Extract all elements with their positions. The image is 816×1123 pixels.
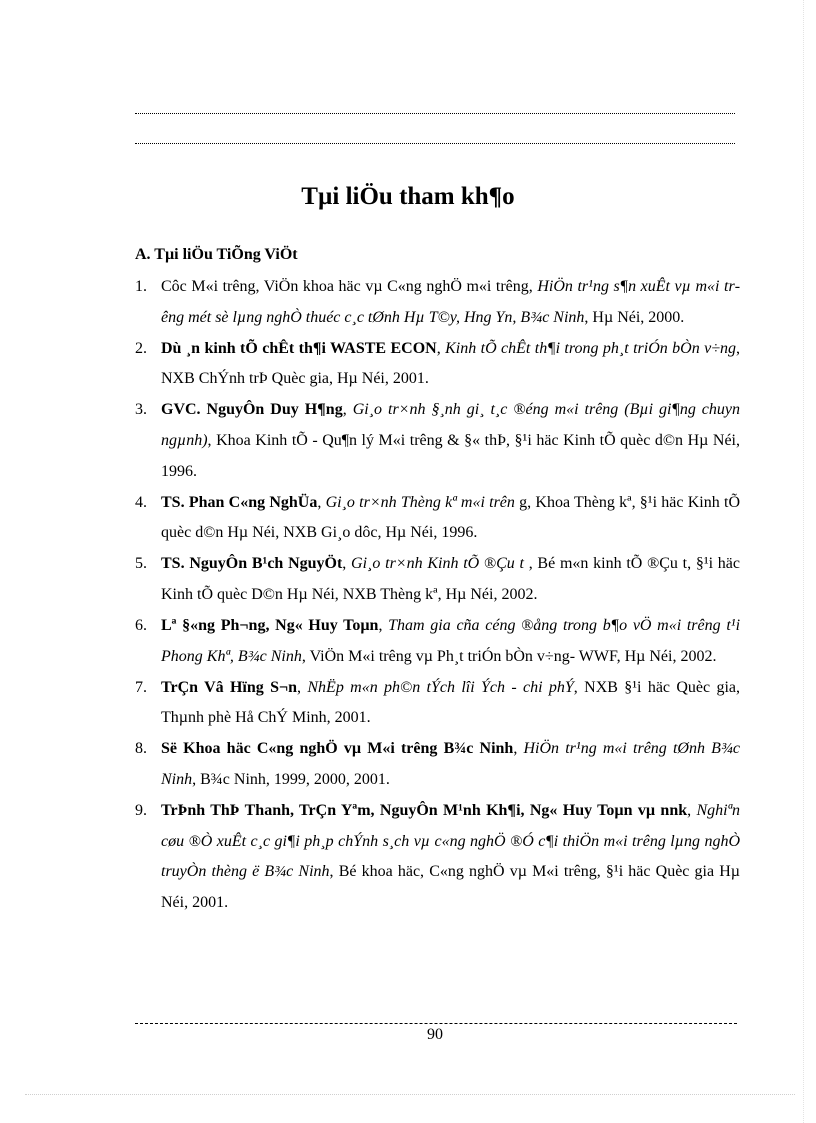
page-number: 90 xyxy=(427,1026,443,1043)
reference-number: 8. xyxy=(135,740,147,758)
reference-number: 7. xyxy=(135,678,147,696)
reference-item xyxy=(135,734,740,795)
reference-authors: Së Khoa häc C«ng nghÖ vµ M«i trêng B¾c Ninh xyxy=(161,740,514,758)
reference-item xyxy=(135,796,740,918)
reference-authors: TrÇn Vâ Hïng S¬n xyxy=(161,678,298,696)
reference-title: HiÖn tr¹ng m«i trêng tØnh B¾c Ninh xyxy=(161,740,741,788)
reference-number: 4. xyxy=(135,493,147,511)
reference-separator: , xyxy=(317,493,326,511)
reference-separator: , xyxy=(687,802,697,820)
reference-title: HiÖn tr¹ng s¶n xuÊt vµ m«i trêng mét sè lµng nghÒ thuéc c¸c tØnh Hµ T©y, Hng Yn, B¾c Ninh xyxy=(161,278,741,326)
reference-title: Kinh tÕ chÊt th¶i trong ph¸t triÓn bÒn v÷ng xyxy=(445,339,736,357)
reference-title: NhËp m«n ph©n tÝch lîi Ých - chi phÝ xyxy=(307,678,574,696)
footer-rule xyxy=(135,1023,737,1025)
reference-separator: , xyxy=(342,555,352,573)
reference-separator: , xyxy=(297,678,308,696)
reference-text xyxy=(161,488,740,549)
reference-item xyxy=(135,334,740,395)
reference-details: , B¾c Ninh, 1999, 2000, 2001. xyxy=(192,771,390,788)
reference-number: 9. xyxy=(135,802,147,820)
reference-details: , NXB §¹i häc Quèc gia, Thµnh phè Hå ChÝ Minh, 2001. xyxy=(161,678,741,727)
reference-number: 5. xyxy=(135,555,147,573)
reference-text xyxy=(161,673,740,734)
reference-separator: , xyxy=(436,339,446,357)
page-title: Tµi liÖu tham kh¶o xyxy=(301,183,515,210)
reference-text xyxy=(161,734,740,795)
dotted-line-1 xyxy=(135,113,735,115)
reference-number: 2. xyxy=(135,339,147,357)
reference-number: 3. xyxy=(135,401,147,419)
reference-details: , NXB ChÝnh trÞ Quèc gia, Hµ Néi, 2001. xyxy=(161,339,740,388)
reference-number: 1. xyxy=(135,278,147,295)
reference-number: 6. xyxy=(135,617,147,635)
reference-title: Gi¸o tr×nh Thèng kª m«i trên xyxy=(325,493,515,511)
reference-text xyxy=(161,611,740,672)
page-bottom-dots xyxy=(25,1094,795,1096)
reference-text xyxy=(161,549,740,610)
reference-title: Tham gia cña céng ®ång trong b¶o vÖ m«i trêng t¹i Phong Khª, B¾c Ninh xyxy=(161,617,741,665)
reference-authors: GVC. NguyÔn Duy H¶ng xyxy=(161,401,343,419)
reference-details: , Bé m«n kinh tÕ ®Çu t, §¹i häc Kinh tÕ quèc D©n Hµ Néi, NXB Thèng kª, Hµ Néi, 2002. xyxy=(161,555,741,603)
reference-details: , Hµ Néi, 2000. xyxy=(584,308,685,326)
reference-item xyxy=(135,395,740,487)
reference-item xyxy=(135,488,740,549)
reference-details: , ViÖn M«i trêng vµ Ph¸t triÓn bÒn v÷ng- WWF, Hµ Néi, 2002. xyxy=(301,647,717,665)
reference-prefix: Côc M«i trêng, ViÖn khoa häc vµ C«ng nghÖ m«i trêng, xyxy=(161,278,538,295)
reference-details: g, Khoa Thèng kª, §¹i häc Kinh tÕ quèc d©n Hµ Néi, NXB Gi¸o dôc, Hµ Néi, 1996. xyxy=(161,493,740,542)
reference-item xyxy=(135,673,740,734)
reference-authors: TS. Phan C«ng NghÜa xyxy=(161,493,318,511)
reference-separator: , xyxy=(378,617,389,635)
section-heading: A. Tµi liÖu TiÕng ViÖt xyxy=(135,246,298,263)
page-right-edge xyxy=(803,0,805,1123)
reference-item xyxy=(135,549,740,610)
reference-title: Gi¸o tr×nh Kinh tÕ ®Çu t xyxy=(351,555,529,573)
reference-text xyxy=(161,334,740,395)
reference-separator: , xyxy=(513,740,524,758)
reference-item xyxy=(135,272,740,333)
reference-item xyxy=(135,611,740,672)
reference-details: , Bé khoa häc, C«ng nghÖ vµ M«i trêng, §¹i häc Quèc gia Hµ Néi, 2001. xyxy=(161,863,741,911)
reference-details: , Khoa Kinh tÕ - Qu¶n lý M«i trêng & §« thÞ, §¹i häc Kinh tÕ quèc d©n Hµ Néi, 1996. xyxy=(161,431,740,480)
dotted-line-2 xyxy=(135,143,735,145)
reference-separator: , xyxy=(342,401,353,419)
reference-text xyxy=(161,796,740,918)
reference-text xyxy=(161,272,740,333)
reference-authors: Lª §«ng Ph¬ng, Ng« Huy Toµn xyxy=(161,617,379,635)
reference-authors: Dù ¸n kinh tÕ chÊt th¶i WASTE ECON xyxy=(161,339,437,357)
reference-list xyxy=(135,272,740,918)
reference-authors: TrÞnh ThÞ Thanh, TrÇn Yªm, NguyÔn M¹nh Kh¶i, Ng« Huy Toµn vµ nnk xyxy=(161,802,688,820)
reference-title: Nghiªn cøu ®Ò xuÊt c¸c gi¶i ph¸p chÝnh s¸ch vµ c«ng nghÖ ®Ó c¶i thiÖn m«i trêng lµng nghÒ truyÒn thèng ë B¾c Ninh xyxy=(161,802,741,881)
reference-title: Gi¸o tr×nh §¸nh gi¸ t¸c ®éng m«i trêng (Bµi gi¶ng chuyn ngµnh) xyxy=(161,401,741,449)
reference-authors: TS. NguyÔn B¹ch NguyÖt xyxy=(161,555,343,573)
reference-text xyxy=(161,395,740,487)
